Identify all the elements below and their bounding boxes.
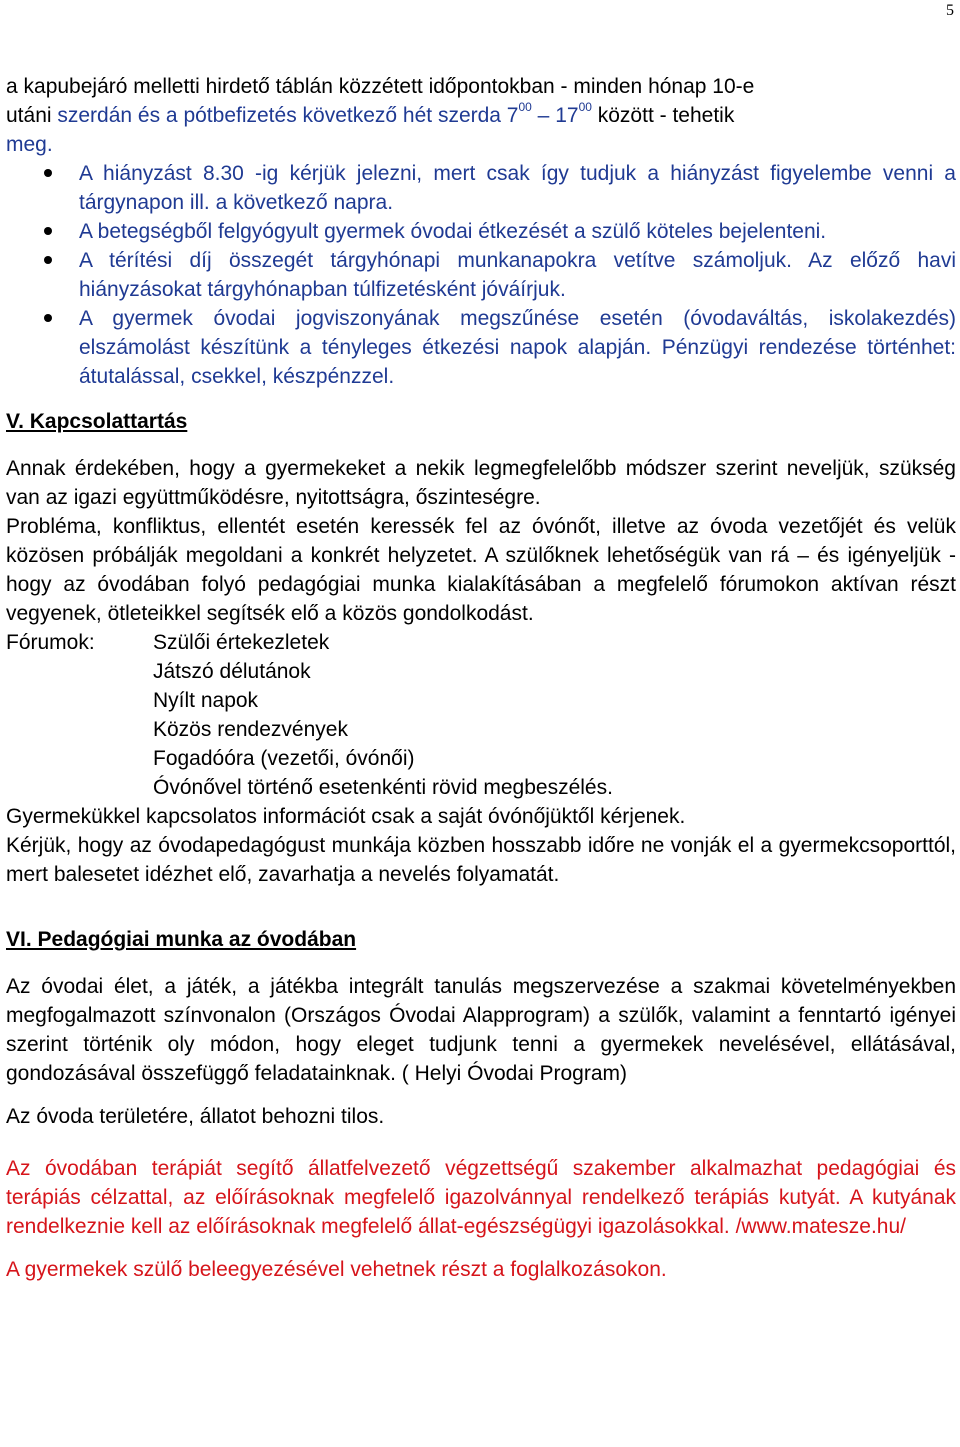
list-item bbox=[6, 159, 956, 217]
section-6-paragraph-4: A gyermekek szülő beleegyezésével vehetnek részt a foglalkozásokon. bbox=[6, 1258, 667, 1281]
forums-block bbox=[6, 628, 956, 802]
list-item-text: A betegségből felgyógyult gyermek óvodai étkezését a szülő köteles bejelenteni. bbox=[79, 220, 827, 243]
intro-line-2-prefix: utáni bbox=[6, 104, 58, 127]
list-item-text: A térítési díj összegét tárgyhónapi munkanapokra vetítve számoljuk. Az előző havi hiányzásokat tárgyhónapban túlfizetésként jóváírjuk. bbox=[79, 249, 956, 301]
rules-list bbox=[6, 159, 956, 391]
intro-paragraph bbox=[6, 72, 956, 159]
bullet-icon bbox=[44, 314, 52, 322]
intro-sup-2: 00 bbox=[578, 100, 592, 114]
intro-line-1: a kapubejáró melletti hirdető táblán közzétett időpontokban - minden hónap 10-e bbox=[6, 75, 755, 98]
list-item-text: A hiányzást 8.30 -ig kérjük jelezni, mert csak így tudjuk a hiányzást figyelembe venni a tárgynapon ill. a következő napra. bbox=[79, 162, 956, 214]
forum-item: Fogadóóra (vezetői, óvónői) bbox=[153, 747, 415, 770]
section-5-paragraph-1: Annak érdekében, hogy a gyermekeket a nekik legmegfelelőbb módszer szerint neveljük, szükség van az igazi együttműködésre, nyitottságra, őszinteségre. bbox=[6, 457, 956, 509]
forums-label: Fórumok: bbox=[6, 631, 95, 654]
intro-line-2-suffix: között - tehetik bbox=[591, 104, 735, 127]
document-body bbox=[6, 72, 956, 1284]
section-5-paragraph-2: Probléma, konfliktus, ellentét esetén keressék fel az óvónőt, illetve az óvoda vezetőjét és velük közösen próbálják megoldani a konkrét helyzetet. A szülőknek lehetőségük van rá – és igényeljük - hogy az óvodában folyó pedagógiai munka kialakításában a megfelelő fórumokon aktívan részt vegyenek, ötleteikkel segítsék elő a közös gondolkodást. bbox=[6, 515, 956, 625]
page-number: 5 bbox=[946, 2, 954, 19]
bullet-icon bbox=[44, 227, 52, 235]
forum-item: Nyílt napok bbox=[153, 689, 259, 712]
bullet-icon bbox=[44, 169, 52, 177]
section-6-paragraph-2: Az óvoda területére, állatot behozni tilos. bbox=[6, 1105, 385, 1128]
intro-blue-text: szerdán és a pótbefizetés következő hét szerda 7 bbox=[57, 104, 519, 127]
section-6-paragraph-1: Az óvodai élet, a játék, a játékba integrált tanulás megszervezése a szakmai követelményekben megfogalmazott színvonalon (Országos Óvodai Alapprogram) a szülők, valamint a fenntartó igényei szerint történik oly módon, hogy eleget tudjunk tenni a gyermekek nevelésével, ellátásával, gondozásával összefüggő feladatainknak. ( Helyi Óvodai Program) bbox=[6, 975, 956, 1085]
intro-line-3: meg. bbox=[6, 133, 53, 156]
forums-list bbox=[153, 628, 613, 802]
intro-line-2-blue bbox=[57, 100, 592, 127]
intro-sup-1: 00 bbox=[518, 100, 532, 114]
list-item bbox=[6, 246, 956, 304]
section-5-paragraph-3: Gyermekükkel kapcsolatos információt csak a saját óvónőjüktől kérjenek. bbox=[6, 805, 686, 828]
section-6-paragraph-3: Az óvodában terápiát segítő állatfelvezető végzettségű szakember alkalmazhat pedagógiai és terápiás célzattal, az előírásoknak megfelelő igazolvánnyal rendelkező terápiás kutyát. A kutyának rendelkeznie kell az előírásoknak megfelelő állat-egészségügyi igazolásokkal. /www.matesze.hu/ bbox=[6, 1157, 956, 1238]
section-5-title: V. Kapcsolattartás bbox=[6, 410, 188, 433]
list-item-text: A gyermek óvodai jogviszonyának megszűnése esetén (óvodaváltás, iskolakezdés) elszámolást készítünk a tényleges étkezési napok alapján. Pénzügyi rendezése történhet: átutalással, csekkel, készpénzzel. bbox=[79, 307, 956, 388]
forum-item: Óvónővel történő esetenkénti rövid megbeszélés. bbox=[153, 776, 613, 799]
bullet-icon bbox=[44, 256, 52, 264]
forum-item: Közös rendezvények bbox=[153, 718, 348, 741]
forum-item: Szülői értekezletek bbox=[153, 631, 330, 654]
section-6-title: VI. Pedagógiai munka az óvodában bbox=[6, 928, 357, 951]
intro-dash: – 17 bbox=[531, 104, 579, 127]
list-item bbox=[6, 304, 956, 391]
forum-item: Játszó délutánok bbox=[153, 660, 311, 683]
list-item bbox=[6, 217, 956, 246]
section-5-paragraph-4: Kérjük, hogy az óvodapedagógust munkája közben hosszabb időre ne vonják el a gyermekcsoporttól, mert balesetet idézhet elő, zavarhatja a nevelés folyamatát. bbox=[6, 834, 956, 886]
